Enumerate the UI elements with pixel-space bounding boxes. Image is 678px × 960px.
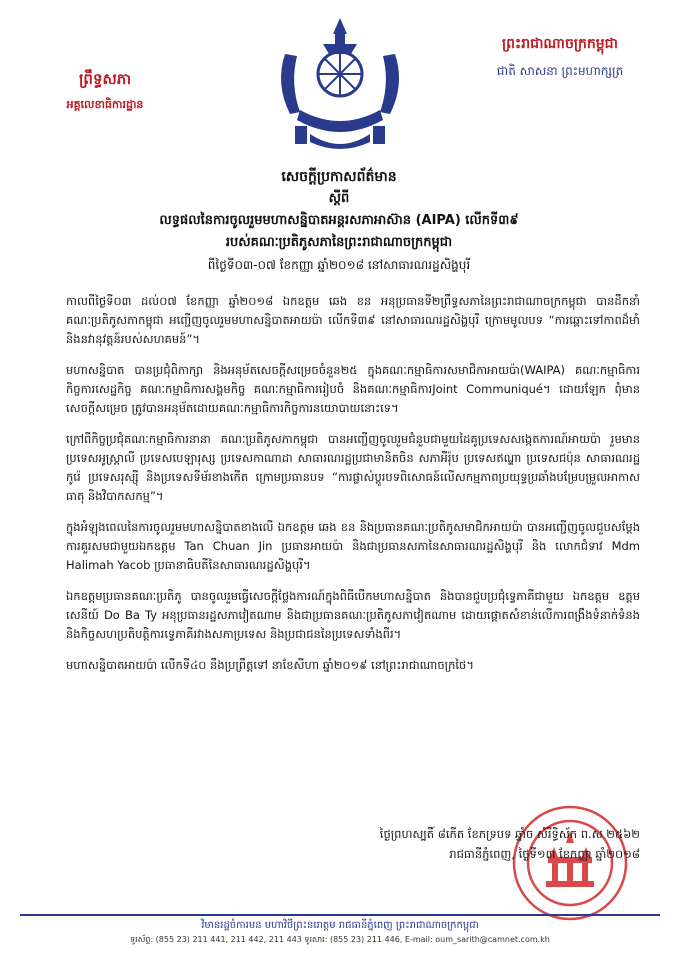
kingdom-header xyxy=(455,34,665,81)
kingdom-name: ព្រះរាជាណាចក្រកម្ពុជា xyxy=(501,36,618,52)
paragraph-5: ឯកឧត្តមប្រធានគណៈប្រតិភូ បានចូលរួមធ្វើសេចក្តីថ្លែងការណ៍ក្នុងពិធីបើកមហាសន្និបាត និងបានជួបប្រជុំទ្វេភាគីជាមួយ ឯកឧត្តម ឧត្តមសេនីយ៍ Do Ba Ty អនុប្រធានរដ្ឋសភាវៀតណាម និងជាប្រធានគណៈប្រតិភូសភាវៀតណាម ដោយផ្តោតសំខាន់លើការពង្រឹងទំនាក់ទំនង និងកិច្ចសហប្រតិបត្តិការទ្វេភាគីរវាងសភាប្រទេស និងប្រជាជននៃប្រទេសទាំងពីរ។ xyxy=(66,589,640,641)
title-line-5: ពីថ្ងៃទី០៣-០៧ ខែកញ្ញា ឆ្នាំ២០១៨ នៅសាធារណរដ្ឋសិង្ហបុរី xyxy=(207,258,471,272)
paragraph-2: មហាសន្និបាត បានប្រជុំពិភាក្សា និងអនុម័តសេចក្តីសម្រេចចំនួន២៥ ក្នុងគណៈកម្មាធិការសមាជិកាអាយប៉ា(WAIPA) គណៈកម្មាធិការកិច្ចការសេដ្ឋកិច្ច គណៈកម្មាធិការសង្គមកិច្ច គណៈកម្មាធិការរៀបចំ និងគណៈកម្មាធិការJoint Communiqué។ ដោយឡែក ពុំមានសេចក្តីសម្រេច ត្រូវបានអនុម័តដោយគណៈកម្មាធិការកិច្ចការនយោបាយនោះទេ។ xyxy=(66,363,640,415)
lunar-date: ថ្ងៃព្រហស្បតិ៍ ៨កើត ខែភទ្របទ ឆ្នាំច សំរឹទ្ធិស័ក ព.ស ២៥៦២ xyxy=(379,827,640,841)
paragraph-6: មហាសន្និបាតអាយប៉ា លើកទី៤០ នឹងប្រព្រឹត្តទៅ នាខែសីហា ឆ្នាំ២០១៩ នៅព្រះរាជាណាចក្រថៃ។ xyxy=(66,658,474,672)
date-block xyxy=(270,824,640,864)
royal-arms-emblem-icon xyxy=(265,14,415,156)
title-line-4: របស់គណៈប្រតិភូសភានៃព្រះរាជាណាចក្រកម្ពុជា xyxy=(225,235,453,250)
paragraph-4: ក្នុងអំឡុងពេលនៃការចូលរួមមហាសន្និបាតខាងលើ ឯកឧត្តម ឆេង ខន និងប្រធានគណៈប្រតិភូសមាជិកអាយប៉ា បានអញ្ជើញចូលជួបសម្តែងការគួរសមជាមួយឯកឧត្តម Tan Chuan Jin ប្រធានអាយប៉ា និងជាប្រធានសភានៃសាធារណរដ្ឋសិង្ហបុរី និង លោកជំទាវ Mdm Halimah Yacob ប្រធានាធិបតីនៃសាធារណរដ្ឋសិង្ហបុរី។ xyxy=(66,520,640,572)
document-body xyxy=(66,292,640,687)
document-title xyxy=(40,166,638,276)
title-line-3: លទ្ធផលនៃការចូលរួមមហាសន្និបាតអន្តរសភាអាស៊ាន (AIPA) លើកទី៣៩ xyxy=(159,213,519,228)
national-motto: ជាតិ សាសនា ព្រះមហាក្សត្រ xyxy=(496,64,624,78)
title-line-1: សេចក្តីប្រកាសព័ត៌មាន xyxy=(281,169,397,185)
solar-date: រាជធានីភ្នំពេញ, ថ្ងៃទី១៣ ខែកញ្ញា ឆ្នាំ២០១៨ xyxy=(449,847,640,861)
footer-contact: ទូរស័ព្ទ: (855 23) 211 441, 211 442, 211 443 ទូរសារ: (855 23) 211 446, E-mail: oum_sarith@camnet.com.kh xyxy=(130,935,550,944)
paragraph-1: កាលពីថ្ងៃទី០៣ ដល់០៧ ខែកញ្ញា ឆ្នាំ២០១៨ ឯកឧត្តម ឆេង ខន អនុប្រធានទី២ព្រឹទ្ធសភានៃព្រះរាជាណាចក្រកម្ពុជា បានដឹកនាំគណៈប្រតិភូសភាកម្ពុជា អញ្ជើញចូលរួមមហាសន្និបាតអាយប៉ា លើកទី៣៩ នៅសាធារណរដ្ឋសិង្ហបុរី ក្រោមមូលបទ “ការឆ្ពោះទៅកាពដ៏មាំ និងនវានុវត្តន៍របស់សហគមន៍”។ xyxy=(66,294,640,346)
issuer-block xyxy=(30,70,180,114)
issuer-department: អគ្គលេខាធិការដ្ឋាន xyxy=(66,98,144,111)
footer xyxy=(20,918,660,947)
title-line-2: ស្តីពី xyxy=(328,191,350,206)
issuer-name: ព្រឹទ្ធសភា xyxy=(78,70,132,88)
footer-divider xyxy=(20,914,660,916)
footer-address: វិមានរដ្ឋចំការមន មហាវិថីព្រះនរោត្តម រាជធានីភ្នំពេញ ព្រះរាជាណាចក្រកម្ពុជា xyxy=(201,920,479,931)
paragraph-3: ក្រៅពីកិច្ចប្រជុំគណៈកម្មាធិការនានា គណៈប្រតិភូសភាកម្ពុជា បានអញ្ជើញចូលរួមជំនួបជាមួយដៃគូប្រទេសសង្កេតការណ៍អាយប៉ា រួមមានប្រទេសអូស្ត្រាលី ប្រទេសបេឡារុស្ស ប្រទេសកាណាដា សាធារណរដ្ឋប្រជាមានិតចិន សភាអឺរ៉ុប ប្រទេសឥណ្ឌា ប្រទេសជប៉ុន សាធារណរដ្ឋកូរ៉េ ប្រទេសរុស្ស៊ី និងប្រទេសទីម័រខាងកើត ក្រោមប្រធានបទ “ការផ្លាស់ប្តូរបទពិសោធន៍លើសកម្មភាពប្រយុទ្ធប្រឆាំងបម្រែបម្រួលអាកាសធាតុ និងវិបាកសកម្ម”។ xyxy=(66,432,640,503)
